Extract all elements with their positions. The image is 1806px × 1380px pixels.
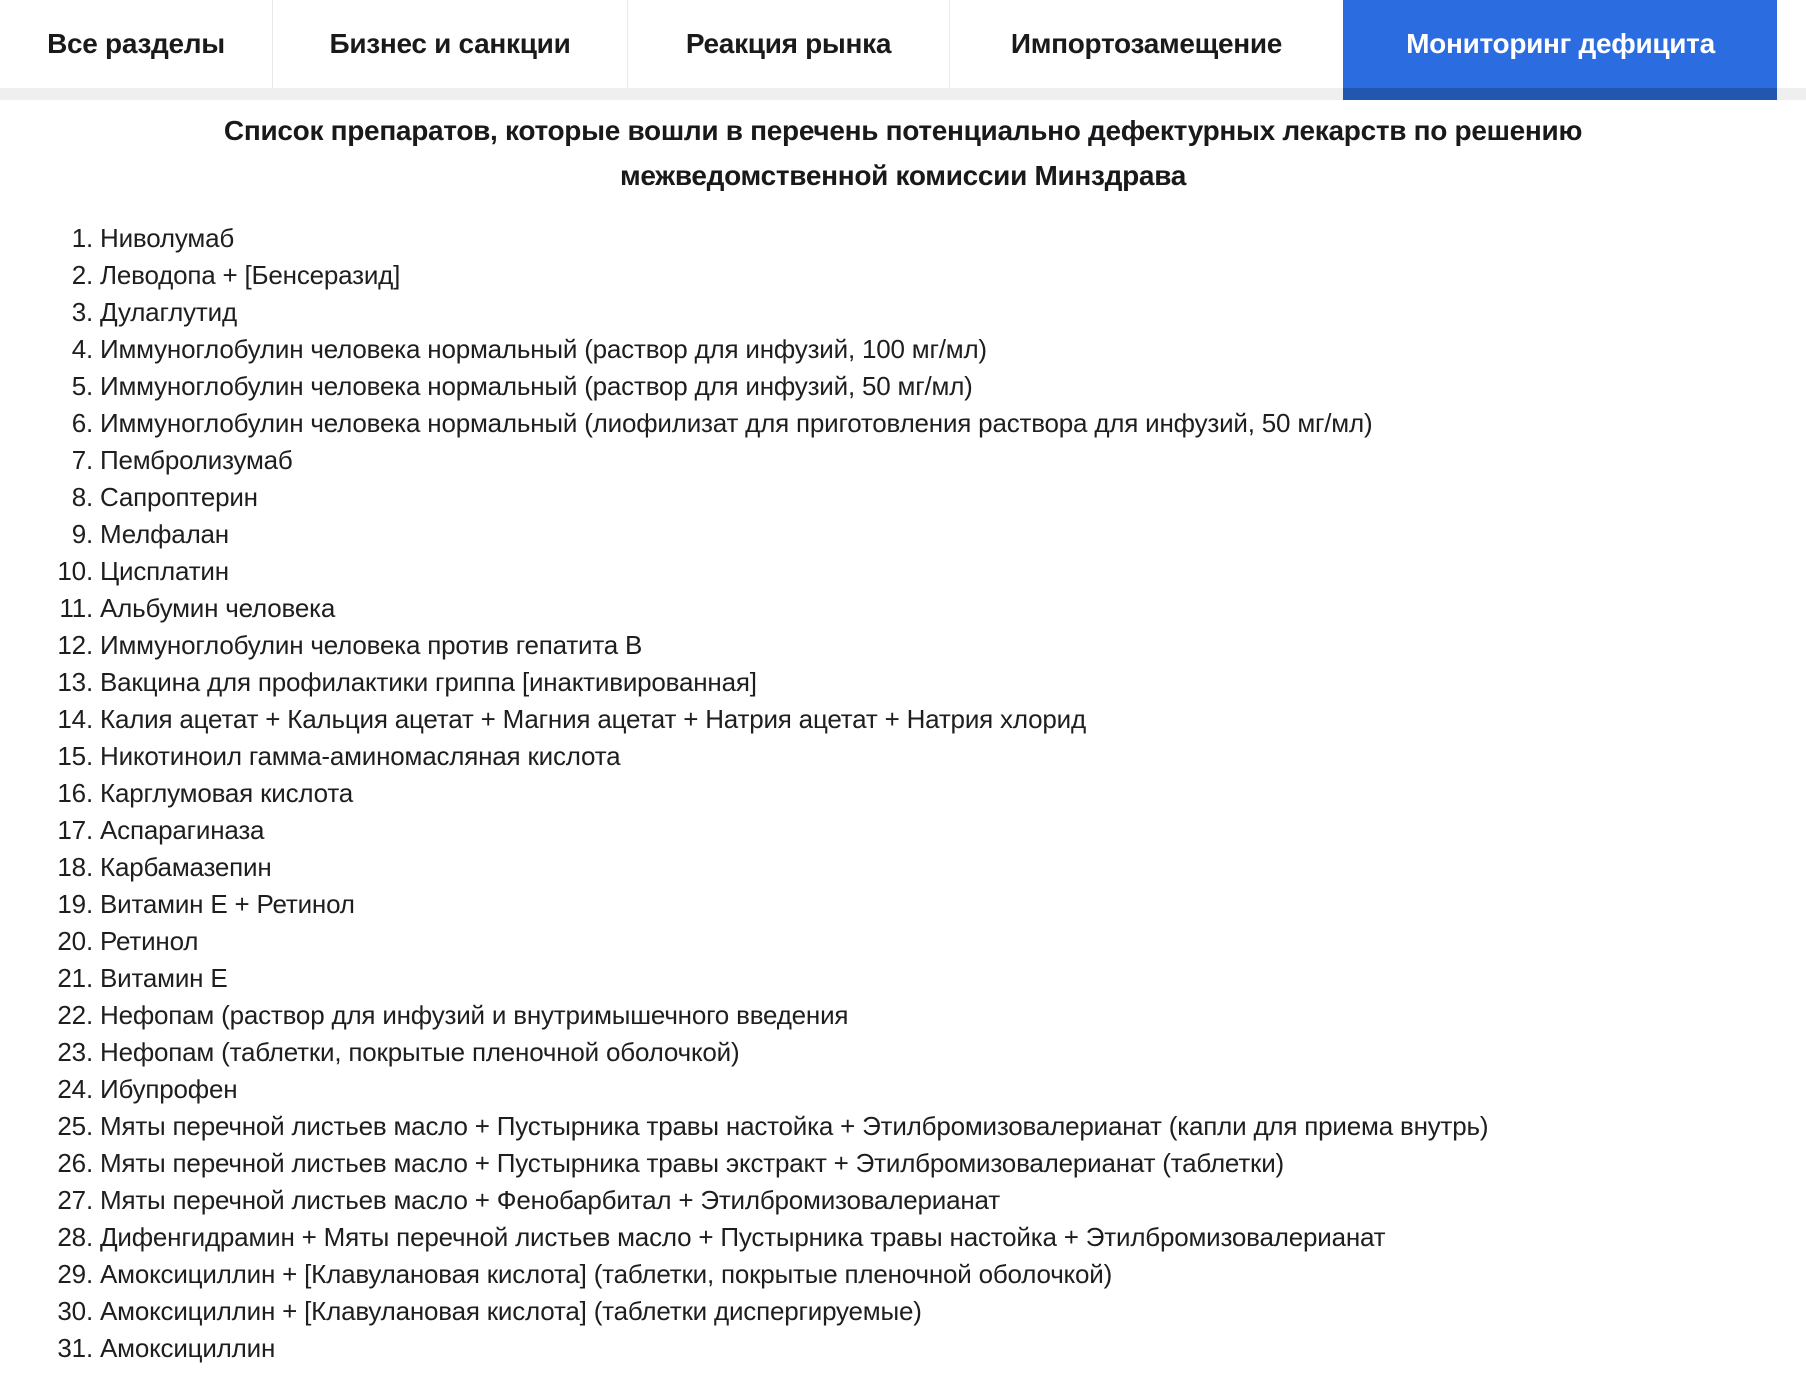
drug-list-item: 8. Сапроптерин <box>100 479 1492 516</box>
drug-list <box>0 220 1492 1367</box>
drug-list-item: 18. Карбамазепин <box>100 849 1492 886</box>
drug-list-item: 20. Ретинол <box>100 923 1492 960</box>
active-tab-underline <box>1343 88 1777 100</box>
drug-list-item: 7. Пембролизумаб <box>100 442 1492 479</box>
drug-list-item: 15. Никотиноил гамма-аминомасляная кислота <box>100 738 1492 775</box>
drug-list-item: 28. Дифенгидрамин + Мяты перечной листьев масло + Пустырника травы настойка + Этилбромизовалерианат <box>100 1219 1492 1256</box>
drug-list-item: 22. Нефопам (раствор для инфузий и внутримышечного введения <box>100 997 1492 1034</box>
tab-import-substitution[interactable] <box>949 0 1343 88</box>
drug-list-item: 17. Аспарагиназа <box>100 812 1492 849</box>
tabbar-separator <box>0 88 1806 100</box>
drug-list-item: 13. Вакцина для профилактики гриппа [инактивированная] <box>100 664 1492 701</box>
drug-list-item: 11. Альбумин человека <box>100 590 1492 627</box>
drug-list-item: 23. Нефопам (таблетки, покрытые пленочной оболочкой) <box>100 1034 1492 1071</box>
tab-label: Мониторинг дефицита <box>1406 28 1715 59</box>
drug-list-item: 3. Дулаглутид <box>100 294 1492 331</box>
tab-shortage-monitoring[interactable] <box>1343 0 1777 88</box>
drug-list-item: 29. Амоксициллин + [Клавулановая кислота] (таблетки, покрытые пленочной оболочкой) <box>100 1256 1492 1293</box>
drug-list-item: 10. Цисплатин <box>100 553 1492 590</box>
drug-list-item: 5. Иммуноглобулин человека нормальный (раствор для инфузий, 50 мг/мл) <box>100 368 1492 405</box>
page-title: Список препаратов, которые вошли в перечень потенциально дефектурных лекарств по решению межведомственной комиссии Минздрава <box>223 115 1583 191</box>
drug-list-item: 4. Иммуноглобулин человека нормальный (раствор для инфузий, 100 мг/мл) <box>100 331 1492 368</box>
tab-all-sections[interactable] <box>0 0 272 88</box>
tab-market-reaction[interactable] <box>627 0 949 88</box>
tab-business-sanctions[interactable] <box>272 0 627 88</box>
drug-list-item: 24. Ибупрофен <box>100 1071 1492 1108</box>
drug-list-item: 26. Мяты перечной листьев масло + Пустырника травы экстракт + Этилбромизовалерианат (таблетки) <box>100 1145 1492 1182</box>
drug-list-item: 2. Леводопа + [Бенсеразид] <box>100 257 1492 294</box>
drug-list-item: 12. Иммуноглобулин человека против гепатита В <box>100 627 1492 664</box>
drug-list-item: 21. Витамин Е <box>100 960 1492 997</box>
drug-list-item: 31. Амоксициллин <box>100 1330 1492 1367</box>
drug-list-item: 25. Мяты перечной листьев масло + Пустырника травы настойка + Этилбромизовалерианат (капли для приема внутрь) <box>100 1108 1492 1145</box>
tab-label: Бизнес и санкции <box>329 28 571 59</box>
drug-list-item: 14. Калия ацетат + Кальция ацетат + Магния ацетат + Натрия ацетат + Натрия хлорид <box>100 701 1492 738</box>
drug-list-item: 6. Иммуноглобулин человека нормальный (лиофилизат для приготовления раствора для инфузий, 50 мг/мл) <box>100 405 1492 442</box>
tab-label: Импортозамещение <box>1010 28 1283 59</box>
tab-label: Реакция рынка <box>685 28 892 59</box>
section-tabs <box>0 0 1806 88</box>
drug-list-item: 1. Ниволумаб <box>100 220 1492 257</box>
drug-list-item: 19. Витамин Е + Ретинол <box>100 886 1492 923</box>
drug-list-item: 30. Амоксициллин + [Клавулановая кислота] (таблетки диспергируемые) <box>100 1293 1492 1330</box>
drug-list-item: 27. Мяты перечной листьев масло + Фенобарбитал + Этилбромизовалерианат <box>100 1182 1492 1219</box>
drug-list-item: 9. Мелфалан <box>100 516 1492 553</box>
drug-list-item: 16. Карглумовая кислота <box>100 775 1492 812</box>
tab-label: Все разделы <box>47 28 225 59</box>
